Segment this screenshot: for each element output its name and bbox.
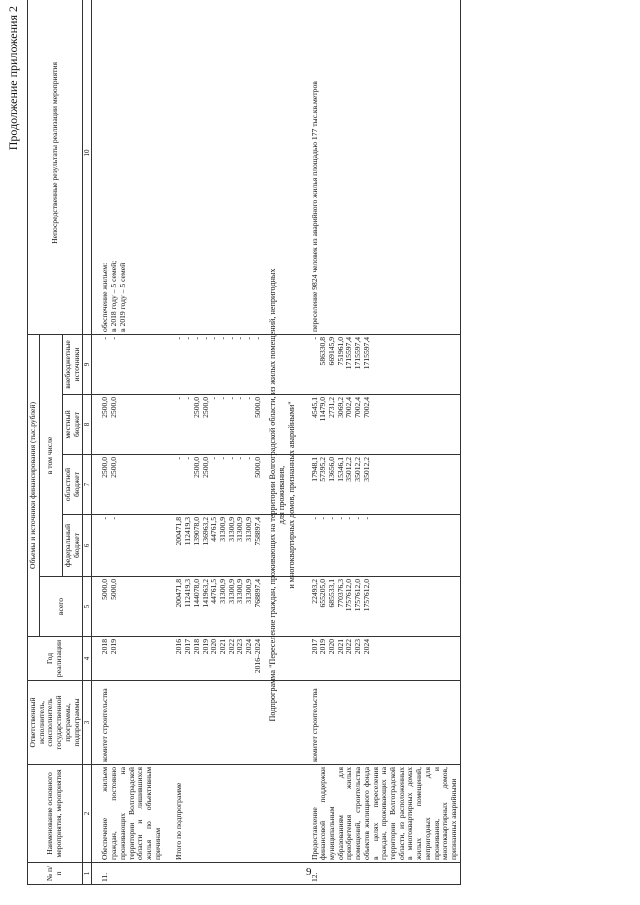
executor-name: комитет строительства — [100, 681, 163, 765]
cell-value: 2023 — [235, 639, 245, 655]
cell-value: 2019 — [318, 639, 328, 655]
cell-value: 1715597,4 — [353, 336, 363, 370]
header-results: Непосредственные результаты реализации мероприятия — [28, 0, 83, 334]
cell-value: 139078,0 — [191, 517, 201, 546]
total-cell — [174, 577, 263, 637]
cell-value: 2500,0 — [200, 457, 210, 478]
cell-value: 141963,2 — [200, 579, 210, 608]
header-including: в том числе — [39, 334, 62, 576]
cell-value: - — [244, 457, 254, 460]
cell-value: 768897,4 — [252, 579, 262, 608]
cell-value: 1757612,0 — [361, 579, 371, 612]
cell-value: 1715597,4 — [361, 336, 371, 370]
cell-value: 2019 — [200, 639, 210, 655]
cell-value: - — [344, 517, 354, 520]
table-row — [100, 0, 163, 885]
cell-value: - — [217, 397, 227, 400]
cell-value: 1757612,0 — [353, 579, 363, 612]
cell-value: 4545,1 — [309, 397, 319, 418]
cell-value: - — [217, 457, 227, 460]
header-no: № п/п — [28, 863, 83, 885]
total-cell — [100, 577, 163, 637]
header-year: Год реализации — [28, 637, 83, 681]
cell-value: 31300,9 — [235, 579, 245, 604]
cell-value: - — [235, 336, 245, 340]
year-cell — [100, 637, 163, 681]
cell-value: 2021 — [335, 639, 345, 655]
cell-value: 2500,0 — [100, 457, 110, 478]
cell-value: 2500,0 — [109, 457, 119, 478]
cell-value: - — [183, 336, 193, 340]
cell-value: - — [235, 397, 245, 400]
header-local: местный бюджет — [62, 395, 82, 455]
cell-value: 31300,9 — [244, 579, 254, 604]
regional-cell — [310, 455, 461, 515]
row-number: 12. — [310, 863, 461, 885]
cell-value: - — [100, 517, 110, 520]
cell-value: 44761,5 — [209, 517, 219, 542]
cell-value: 31300,9 — [235, 517, 245, 542]
cell-value: 2024 — [244, 639, 254, 655]
cell-value: 31300,9 — [217, 517, 227, 542]
column-number: 4 — [83, 637, 92, 681]
cell-value: 200471,8 — [174, 579, 184, 608]
cell-value: - — [174, 397, 184, 400]
cell-value: 44761,5 — [209, 579, 219, 604]
local-cell — [310, 395, 461, 455]
cell-value: - — [226, 457, 236, 460]
cell-value: - — [174, 457, 184, 460]
cell-value: 586330,8 — [318, 336, 328, 366]
executor-name: комитет строительства — [310, 681, 461, 765]
subprogram-title — [268, 265, 298, 725]
cell-value: 11479,0 — [318, 397, 328, 422]
cell-value: 35012,2 — [344, 457, 354, 482]
local-cell — [174, 395, 263, 455]
header-extra: внебюджетные источники — [62, 334, 82, 394]
cell-value: 2500,0 — [109, 397, 119, 418]
column-number: 6 — [83, 515, 92, 577]
cell-value: - — [244, 336, 254, 340]
cell-value: 136963,2 — [200, 517, 210, 546]
cell-value: - — [327, 517, 337, 520]
result-cell — [100, 0, 163, 334]
table-row — [310, 0, 461, 885]
cell-value: 144078,0 — [191, 579, 201, 608]
column-number: 5 — [83, 577, 92, 637]
header-total: всего — [39, 577, 83, 637]
cell-value: - — [318, 517, 328, 520]
cell-value: 669145,9 — [327, 336, 337, 366]
header-regional: областной бюджет — [62, 455, 82, 515]
extra-cell — [174, 334, 263, 394]
cell-value: 13656,0 — [327, 457, 337, 482]
cell-value: 2022 — [226, 639, 236, 655]
local-cell — [100, 395, 163, 455]
cell-value: 2018 — [100, 639, 110, 655]
row-number: 11. — [100, 863, 163, 885]
cell-value: 1757612,0 — [344, 579, 354, 612]
cell-value: 2017 — [309, 639, 319, 655]
continuation-label: Продолжение приложения 2 — [6, 6, 20, 151]
cell-value: обеспечение жильем: — [100, 262, 110, 332]
cell-value: - — [252, 336, 262, 340]
column-number: 8 — [83, 395, 92, 455]
federal-cell — [174, 515, 263, 577]
cell-value: 31300,9 — [226, 579, 236, 604]
cell-value: 2020 — [209, 639, 219, 655]
cell-value: 35012,2 — [353, 457, 363, 482]
cell-value: 112419,3 — [183, 579, 193, 608]
federal-cell — [310, 515, 461, 577]
cell-value: 2024 — [361, 639, 371, 655]
cell-value: - — [244, 397, 254, 400]
activity-name: Обеспечение жильем граждан, постоянно проживающих на территории Волгоградской области и лишившихся жилья по объективным причинам — [100, 765, 163, 863]
column-number: 3 — [83, 681, 92, 765]
header-executor: Ответственный исполнитель, соисполнитель государственной программы, подпрограммы — [28, 681, 83, 765]
cell-value: 2019 — [109, 639, 119, 655]
cell-value: - — [183, 397, 193, 400]
subprogram-title-line: и многоквартирных домов, признанных аварийными" — [287, 401, 297, 589]
cell-value: - — [174, 336, 184, 340]
cell-value: - — [209, 457, 219, 460]
cell-value: 2017 — [183, 639, 193, 655]
cell-value: - — [109, 336, 119, 340]
header-funding: Объемы и источники финансирования (тыс.рублей) — [28, 334, 40, 636]
regional-cell — [174, 455, 263, 515]
column-number: 2 — [83, 765, 92, 863]
cell-value: - — [309, 336, 319, 340]
year-cell — [174, 637, 263, 681]
cell-value: 758897,4 — [252, 517, 262, 546]
cell-value: 2023 — [353, 639, 363, 655]
cell-value: 685533,1 — [327, 579, 337, 608]
cell-value: 2016 — [174, 639, 184, 655]
cell-value: 31300,9 — [226, 517, 236, 542]
cell-value: 22493,2 — [309, 579, 319, 604]
cell-value: 751961,0 — [335, 336, 345, 366]
cell-value: - — [361, 517, 371, 520]
cell-value: 31300,9 — [217, 579, 227, 604]
cell-value: 1715597,4 — [344, 336, 354, 370]
cell-value: - — [209, 336, 219, 340]
cell-value: 35012,2 — [361, 457, 371, 482]
federal-cell — [100, 515, 163, 577]
cell-value: 57395,2 — [318, 457, 328, 482]
cell-value: - — [183, 457, 193, 460]
cell-value: 17948,1 — [309, 457, 319, 482]
cell-value: - — [309, 517, 319, 520]
cell-value: 112419,3 — [183, 517, 193, 546]
extra-cell — [100, 334, 163, 394]
cell-value: 2016–2024 — [252, 639, 262, 674]
cell-value: 655205,0 — [318, 579, 328, 608]
cell-value: - — [100, 336, 110, 340]
cell-value: - — [353, 517, 363, 520]
cell-value: 7002,4 — [344, 397, 354, 418]
cell-value: 2020 — [327, 639, 337, 655]
cell-value: 5000,0 — [252, 397, 262, 418]
cell-value: 2021 — [217, 639, 227, 655]
page-number: 9 — [306, 866, 312, 878]
subtotal-row — [174, 0, 263, 885]
cell-value: в 2018 году – 5 семей; — [109, 260, 119, 332]
column-number: 1 — [83, 863, 92, 885]
cell-value: в 2019 году – 5 семей — [117, 262, 127, 332]
cell-value: 2018 — [191, 639, 201, 655]
cell-value: 31300,9 — [244, 517, 254, 542]
year-cell — [310, 637, 461, 681]
cell-value: - — [217, 336, 227, 340]
cell-value: - — [109, 517, 119, 520]
total-cell — [310, 577, 461, 637]
cell-value: - — [226, 336, 236, 340]
cell-value: 2500,0 — [191, 457, 201, 478]
cell-value: - — [191, 336, 201, 340]
cell-value: 5000,0 — [109, 579, 119, 600]
cell-value: 15346,1 — [335, 457, 345, 482]
cell-value: - — [209, 397, 219, 400]
cell-value: 2500,0 — [100, 397, 110, 418]
cell-value: 770376,3 — [335, 579, 345, 608]
cell-value: - — [200, 336, 210, 340]
extra-cell — [310, 334, 461, 394]
cell-value: - — [226, 397, 236, 400]
column-number: 7 — [83, 455, 92, 515]
cell-value: - — [335, 517, 345, 520]
cell-value: - — [235, 457, 245, 460]
activity-name: Предоставление финансовой поддержки муниципальным образованиям для приобретения жилых помещений, строительства объектов жилищного фонда в целях переселения граждан, проживающих на территории Волгоградской области, из расположенных в многоквартирных домах жилых помещений, непригодных для проживания, и многоквартирных домов, признанных аварийными — [310, 765, 461, 863]
regional-cell — [100, 455, 163, 515]
cell-value: 2500,0 — [200, 397, 210, 418]
financing-table — [27, 0, 461, 885]
result-cell: переселение 9824 человек из аварийного жилья площадью 177 тыс.кв.метров — [310, 0, 461, 334]
cell-value: 200471,8 — [174, 517, 184, 546]
cell-value: 7002,4 — [361, 397, 371, 418]
cell-value: 5000,0 — [252, 457, 262, 478]
subprogram-title-line: Подпрограмма "Переселение граждан, проживающих на территории Волгоградской области, из жилых помещений, непригодных для проживания, — [267, 268, 287, 722]
header-federal: федеральный бюджет — [62, 515, 82, 577]
subtotal-label: Итого по подпрограмме — [174, 765, 263, 863]
cell-value: 2731,2 — [327, 397, 337, 418]
column-number: 10 — [83, 0, 92, 334]
cell-value: 7002,4 — [353, 397, 363, 418]
column-number: 9 — [83, 334, 92, 394]
cell-value: 3069,2 — [335, 397, 345, 418]
header-activity: Наименование основного мероприятия, мероприятия — [28, 765, 83, 863]
cell-value: 2500,0 — [191, 397, 201, 418]
cell-value: 5000,0 — [100, 579, 110, 600]
cell-value: 2022 — [344, 639, 354, 655]
